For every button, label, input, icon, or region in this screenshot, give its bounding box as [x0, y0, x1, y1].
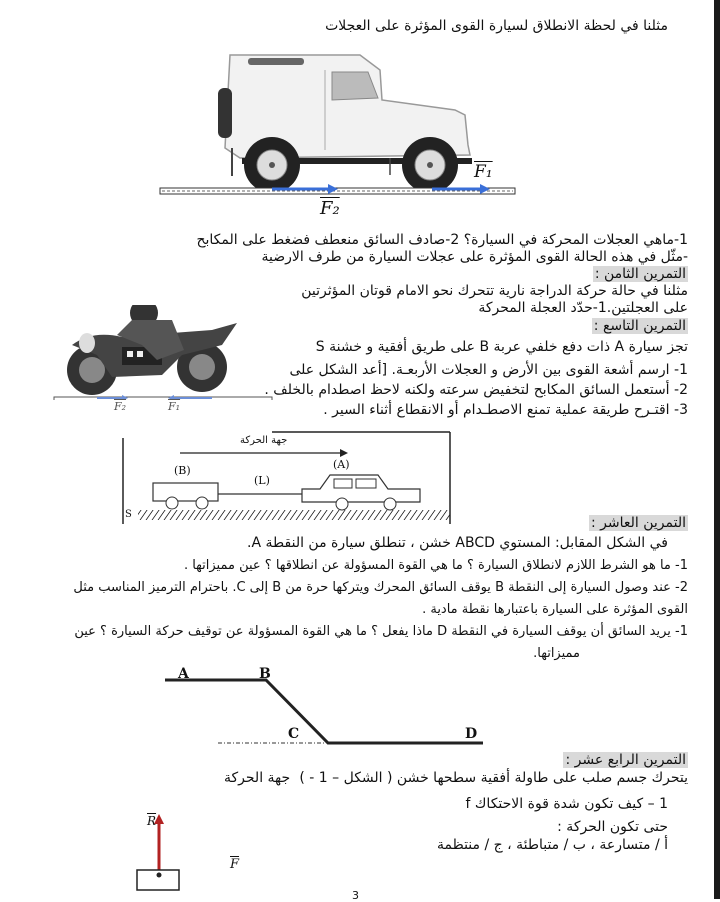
- trailer-b: [153, 483, 218, 501]
- force-f-label: $\overline{F}$: [230, 857, 240, 872]
- jeep-question-2: -مثّل في هذه الحالة القوى المؤثرة على عجلات السيارة من طرف الارضية: [261, 249, 688, 265]
- ground-line: [54, 397, 272, 400]
- exercise-10-title: [589, 515, 688, 532]
- exercise-9-intro: تجز سيارة A ذات دفع خلفي عربة B على طريق أفقية و خشنة S: [315, 339, 688, 355]
- jeep-question-1: 1-ماهي العجلات المحركة في السيارة؟ 2-صادف السائق منعطف فضغط على المكابح: [196, 232, 688, 248]
- exercise-8-line-1: مثلنا في حالة حركة الدراجة نارية تتحرك نحو الامام قوتان المؤثرتين: [301, 283, 688, 299]
- exercise-14-title: [563, 752, 688, 769]
- exercise-10-title-text: التمرين العاشر :: [591, 515, 686, 531]
- page-number: 3: [352, 889, 359, 902]
- exercise-10-q3-line2: مميزاتها.: [533, 646, 580, 661]
- exercise-9-title: [592, 318, 688, 335]
- intro-line: مثلنا في لحظة الانطلاق لسيارة القوى المؤثرة على العجلات: [325, 18, 668, 34]
- exercise-8-line-2: على العجلتين.1-حدّد العجلة المحركة: [478, 300, 688, 316]
- exercise-10-q3-line1: 1- يريد السائق أن يوقف السيارة في النقطة D ماذا يفعل ؟ ما هي القوة المسؤولة عن توقيف حركة السيارة ؟ عين: [74, 624, 688, 639]
- exercise-9-title-text: التمرين التاسع :: [593, 318, 686, 334]
- tow-direction-label: جهة الحركة: [240, 435, 288, 446]
- exercise-10-q1: 1- ما هو الشرط اللازم لانطلاق السيارة ؟ ما هي القوة المسؤولة عن انطلاقها ؟ عين مميزاتها .: [183, 558, 688, 573]
- jeep-figure: [150, 40, 530, 230]
- label-l: (L): [254, 474, 270, 487]
- reaction-label: $\overline{R}$: [147, 814, 157, 828]
- exercise-10-intro: في الشكل المقابل: المستوي ABCD خشن ، تنطلق سيارة من النقطة A.: [247, 535, 668, 551]
- force-f1-label: F₁: [474, 162, 493, 182]
- point-d: D: [465, 726, 478, 742]
- point-c: C: [288, 726, 300, 742]
- exercise-10-q2-line2: القوى المؤثرة على السيارة باعتبارها نقطة مادية .: [422, 602, 688, 617]
- force-f2-label: F₂: [320, 198, 340, 219]
- block-figure: [130, 812, 200, 892]
- exercise-14-q1-cont: حتى تكون الحركة :: [557, 819, 668, 835]
- moto-f1-label: F₁: [168, 400, 181, 413]
- page-edge: [714, 0, 720, 899]
- exercise-14-direction-label: جهة الحركة: [224, 770, 291, 786]
- exercise-9-item-2: 2- أستعمل السائق المكابح لتخفيض سرعته ولكنه لاحظ اصطدام بالخلف .: [264, 382, 688, 398]
- exercise-14-options: أ / متسارعة ، ب / متباطئة ، ج / منتظمة: [436, 837, 668, 853]
- ramp-figure: [150, 665, 500, 750]
- exercise-10-q2-line1: 2- عند وصول السيارة إلى النقطة B يوقف السائق المحرك ويتركها حرة من B إلى C. باحترام الترميز المناسب مثل: [73, 580, 688, 595]
- tow-figure: [120, 428, 460, 526]
- exercise-8-title: [593, 266, 688, 283]
- motorcycle-figure: [52, 305, 277, 400]
- exercise-9-item-3: 3- اقتـرح طريقة عملية تمنع الاصطـدام أو الانقطاع أثناء السير .: [323, 402, 688, 418]
- jeep-illustration: [218, 55, 472, 193]
- exercise-14-q1: 1 – كيف تكون شدة قوة الاحتكاك f: [465, 796, 668, 812]
- label-a: (A): [333, 458, 350, 471]
- point-b: B: [259, 666, 271, 682]
- ramp-path-abcd: [165, 680, 483, 743]
- direction-arrow: [180, 449, 348, 457]
- rough-surface-s: [138, 510, 450, 520]
- moto-f2-label: F₂: [114, 400, 127, 413]
- exercise-9-item-1: 1- ارسم أشعة القوى بين الأرض و العجلات الأربعـة. [أعد الشكل على: [289, 362, 688, 378]
- exercise-14-intro: يتحرك جسم صلب على طاولة أفقية سطحها خشن ( الشكل – 1 - ): [299, 770, 688, 786]
- point-a: A: [178, 666, 189, 682]
- label-b: (B): [174, 464, 191, 477]
- exercise-14-title-text: التمرين الرابع عشر :: [565, 752, 686, 768]
- exercise-8-title-text: التمرين الثامن :: [594, 266, 686, 282]
- label-s: S: [125, 509, 132, 520]
- motorcycle-illustration: [67, 305, 237, 395]
